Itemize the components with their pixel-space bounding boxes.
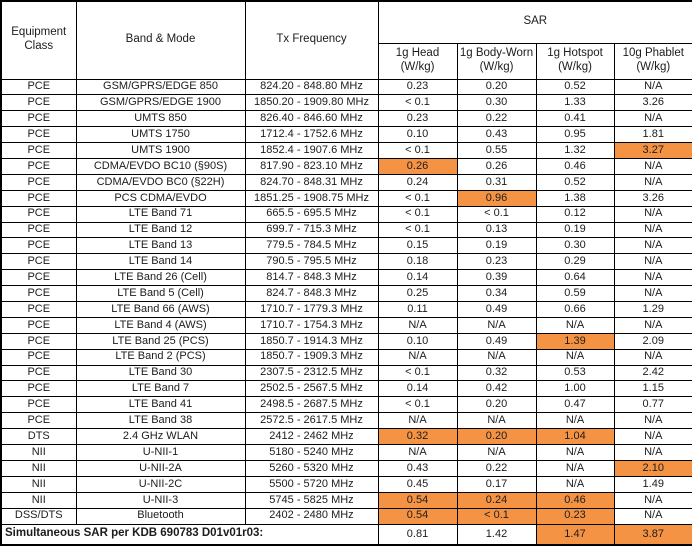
sar-10g-phablet-cell: N/A — [614, 508, 692, 524]
band-mode-cell: 2.4 GHz WLAN — [76, 429, 245, 445]
sar-1g-head-cell: N/A — [378, 349, 457, 365]
sar-1g-hotspot-cell: N/A — [536, 444, 614, 460]
table-row — [1, 238, 692, 254]
band-mode-cell: Bluetooth — [76, 508, 245, 524]
band-mode-cell: LTE Band 66 (AWS) — [76, 301, 245, 317]
sar-1g-head-cell: < 0.1 — [378, 365, 457, 381]
sar-1g-body-worn-cell: N/A — [457, 349, 536, 365]
table-row — [1, 460, 692, 476]
table-row — [1, 444, 692, 460]
band-mode-cell: LTE Band 13 — [76, 238, 245, 254]
sar-1g-head-cell: 0.45 — [378, 476, 457, 492]
sar-10g-phablet-cell: N/A — [614, 429, 692, 445]
sar-1g-hotspot-cell: 0.29 — [536, 254, 614, 270]
header-group-row — [1, 1, 692, 43]
sar-1g-head-cell: 0.54 — [378, 492, 457, 508]
sar-1g-hotspot-cell: 0.46 — [536, 492, 614, 508]
tx-frequency-cell: 2307.5 - 2312.5 MHz — [245, 365, 378, 381]
sar-1g-hotspot-cell: 0.46 — [536, 158, 614, 174]
sar-1g-hotspot-cell: 0.66 — [536, 301, 614, 317]
sar-10g-phablet-cell: 1.81 — [614, 127, 692, 143]
band-mode-cell: PCS CDMA/EVDO — [76, 190, 245, 206]
band-mode-cell: LTE Band 41 — [76, 397, 245, 413]
sar-1g-body-worn-cell: N/A — [457, 444, 536, 460]
sar-1g-body-worn-cell: 0.23 — [457, 254, 536, 270]
sar-1g-body-worn-cell: 0.20 — [457, 79, 536, 95]
band-mode-cell: GSM/GPRS/EDGE 1900 — [76, 95, 245, 111]
equipment-class-cell: NII — [1, 476, 76, 492]
equipment-class-cell: PCE — [1, 365, 76, 381]
sar-10g-phablet-cell: 3.87 — [614, 524, 692, 545]
equipment-class-cell: DTS — [1, 429, 76, 445]
table-row — [1, 127, 692, 143]
sar-10g-phablet-cell: N/A — [614, 206, 692, 222]
tx-frequency-cell: 2572.5 - 2617.5 MHz — [245, 413, 378, 429]
sar-10g-phablet-cell: N/A — [614, 492, 692, 508]
sar-1g-head-cell: 0.43 — [378, 460, 457, 476]
sar-1g-hotspot-cell: 0.19 — [536, 222, 614, 238]
sar-1g-head-cell: 0.18 — [378, 254, 457, 270]
band-mode-cell: UMTS 850 — [76, 111, 245, 127]
equipment-class-cell: PCE — [1, 301, 76, 317]
sar-10g-phablet-cell: N/A — [614, 222, 692, 238]
table-row — [1, 95, 692, 111]
table-row — [1, 222, 692, 238]
sar-1g-head-cell: N/A — [378, 317, 457, 333]
tx-frequency-cell: 1852.4 - 1907.6 MHz — [245, 143, 378, 159]
tx-frequency-cell: 2502.5 - 2567.5 MHz — [245, 381, 378, 397]
equipment-class-cell: PCE — [1, 254, 76, 270]
sar-1g-head-cell: 0.11 — [378, 301, 457, 317]
sar-1g-body-worn-cell: 0.24 — [457, 492, 536, 508]
table-row — [1, 492, 692, 508]
equipment-class-cell: PCE — [1, 413, 76, 429]
tx-frequency-cell: 2402 - 2480 MHz — [245, 508, 378, 524]
equipment-class-cell: PCE — [1, 333, 76, 349]
band-mode-cell: LTE Band 25 (PCS) — [76, 333, 245, 349]
table-row — [1, 286, 692, 302]
sar-1g-head-cell: 0.15 — [378, 238, 457, 254]
sar-1g-body-worn-cell: 0.55 — [457, 143, 536, 159]
sar-1g-body-worn-cell: 1.42 — [457, 524, 536, 545]
equipment-class-cell: PCE — [1, 111, 76, 127]
table-row — [1, 317, 692, 333]
sar-10g-phablet-cell: 3.26 — [614, 190, 692, 206]
sar-1g-head-cell: N/A — [378, 444, 457, 460]
column-header-10g-phablet: 10g Phablet (W/kg) — [614, 43, 692, 79]
tx-frequency-cell: 5260 - 5320 MHz — [245, 460, 378, 476]
sar-10g-phablet-cell: 2.09 — [614, 333, 692, 349]
sar-1g-head-cell: < 0.1 — [378, 206, 457, 222]
table-row — [1, 174, 692, 190]
column-header-equipment-class: Equipment Class — [1, 1, 76, 79]
tx-frequency-cell: 814.7 - 848.3 MHz — [245, 270, 378, 286]
table-header — [1, 1, 692, 79]
sar-1g-hotspot-cell: 1.39 — [536, 333, 614, 349]
sar-1g-hotspot-cell: N/A — [536, 413, 614, 429]
tx-frequency-cell: 824.70 - 848.31 MHz — [245, 174, 378, 190]
sar-1g-hotspot-cell: 0.30 — [536, 238, 614, 254]
table-row — [1, 429, 692, 445]
equipment-class-cell: PCE — [1, 286, 76, 302]
sar-10g-phablet-cell: N/A — [614, 444, 692, 460]
sar-1g-body-worn-cell: 0.22 — [457, 111, 536, 127]
table-row — [1, 508, 692, 524]
equipment-class-cell: PCE — [1, 222, 76, 238]
equipment-class-cell: PCE — [1, 206, 76, 222]
sar-1g-body-worn-cell: 0.32 — [457, 365, 536, 381]
simultaneous-sar-row — [1, 524, 692, 545]
tx-frequency-cell: 826.40 - 846.60 MHz — [245, 111, 378, 127]
band-mode-cell: UMTS 1750 — [76, 127, 245, 143]
sar-1g-body-worn-cell: 0.42 — [457, 381, 536, 397]
band-mode-cell: GSM/GPRS/EDGE 850 — [76, 79, 245, 95]
column-header-sar-group: SAR — [378, 1, 692, 43]
band-mode-cell: LTE Band 5 (Cell) — [76, 286, 245, 302]
sar-1g-body-worn-cell: 0.26 — [457, 158, 536, 174]
table-row — [1, 254, 692, 270]
sar-1g-body-worn-cell: 0.20 — [457, 397, 536, 413]
table-row — [1, 333, 692, 349]
band-mode-cell: LTE Band 12 — [76, 222, 245, 238]
column-header-1g-head: 1g Head (W/kg) — [378, 43, 457, 79]
sar-1g-hotspot-cell: 1.04 — [536, 429, 614, 445]
sar-1g-head-cell: < 0.1 — [378, 190, 457, 206]
sar-10g-phablet-cell: 2.42 — [614, 365, 692, 381]
tx-frequency-cell: 1712.4 - 1752.6 MHz — [245, 127, 378, 143]
sar-10g-phablet-cell: 1.15 — [614, 381, 692, 397]
sar-1g-body-worn-cell: 0.30 — [457, 95, 536, 111]
tx-frequency-cell: 817.90 - 823.10 MHz — [245, 158, 378, 174]
equipment-class-cell: PCE — [1, 143, 76, 159]
equipment-class-cell: DSS/DTS — [1, 508, 76, 524]
sar-1g-hotspot-cell: 1.00 — [536, 381, 614, 397]
sar-1g-head-cell: 0.81 — [378, 524, 457, 545]
sar-1g-body-worn-cell: 0.34 — [457, 286, 536, 302]
sar-1g-body-worn-cell: 0.17 — [457, 476, 536, 492]
tx-frequency-cell: 790.5 - 795.5 MHz — [245, 254, 378, 270]
tx-frequency-cell: 1850.7 - 1914.3 MHz — [245, 333, 378, 349]
equipment-class-cell: PCE — [1, 127, 76, 143]
equipment-class-cell: NII — [1, 444, 76, 460]
sar-1g-head-cell: N/A — [378, 413, 457, 429]
sar-1g-body-worn-cell: 0.39 — [457, 270, 536, 286]
table-row — [1, 206, 692, 222]
sar-1g-hotspot-cell: N/A — [536, 349, 614, 365]
equipment-class-cell: PCE — [1, 349, 76, 365]
tx-frequency-cell: 5500 - 5720 MHz — [245, 476, 378, 492]
simultaneous-sar-label: Simultaneous SAR per KDB 690783 D01v01r03: — [1, 524, 378, 545]
sar-1g-body-worn-cell: 0.22 — [457, 460, 536, 476]
tx-frequency-cell: 5745 - 5825 MHz — [245, 492, 378, 508]
sar-1g-head-cell: 0.23 — [378, 79, 457, 95]
band-mode-cell: LTE Band 4 (AWS) — [76, 317, 245, 333]
tx-frequency-cell: 824.20 - 848.80 MHz — [245, 79, 378, 95]
sar-1g-body-worn-cell: 0.49 — [457, 301, 536, 317]
equipment-class-cell: PCE — [1, 381, 76, 397]
sar-1g-hotspot-cell: 1.33 — [536, 95, 614, 111]
sar-1g-hotspot-cell: 1.38 — [536, 190, 614, 206]
sar-10g-phablet-cell: 3.27 — [614, 143, 692, 159]
band-mode-cell: U-NII-2A — [76, 460, 245, 476]
table-row — [1, 158, 692, 174]
tx-frequency-cell: 1710.7 - 1779.3 MHz — [245, 301, 378, 317]
sar-1g-head-cell: < 0.1 — [378, 397, 457, 413]
sar-1g-head-cell: 0.54 — [378, 508, 457, 524]
band-mode-cell: LTE Band 7 — [76, 381, 245, 397]
table-row — [1, 397, 692, 413]
sar-10g-phablet-cell: N/A — [614, 174, 692, 190]
equipment-class-cell: PCE — [1, 158, 76, 174]
sar-1g-hotspot-cell: 0.41 — [536, 111, 614, 127]
sar-1g-hotspot-cell: 0.23 — [536, 508, 614, 524]
tx-frequency-cell: 665.5 - 695.5 MHz — [245, 206, 378, 222]
table-row — [1, 301, 692, 317]
band-mode-cell: UMTS 1900 — [76, 143, 245, 159]
tx-frequency-cell: 5180 - 5240 MHz — [245, 444, 378, 460]
tx-frequency-cell: 1710.7 - 1754.3 MHz — [245, 317, 378, 333]
sar-1g-body-worn-cell: < 0.1 — [457, 206, 536, 222]
sar-1g-body-worn-cell: N/A — [457, 317, 536, 333]
equipment-class-cell: PCE — [1, 79, 76, 95]
sar-10g-phablet-cell: N/A — [614, 270, 692, 286]
sar-1g-hotspot-cell: 0.64 — [536, 270, 614, 286]
band-mode-cell: U-NII-3 — [76, 492, 245, 508]
sar-1g-body-worn-cell: 0.19 — [457, 238, 536, 254]
band-mode-cell: U-NII-2C — [76, 476, 245, 492]
band-mode-cell: LTE Band 2 (PCS) — [76, 349, 245, 365]
sar-10g-phablet-cell: N/A — [614, 286, 692, 302]
sar-10g-phablet-cell: N/A — [614, 349, 692, 365]
equipment-class-cell: NII — [1, 492, 76, 508]
column-header-band-mode: Band & Mode — [76, 1, 245, 79]
tx-frequency-cell: 2498.5 - 2687.5 MHz — [245, 397, 378, 413]
sar-1g-hotspot-cell: 1.47 — [536, 524, 614, 545]
sar-1g-hotspot-cell: N/A — [536, 476, 614, 492]
tx-frequency-cell: 779.5 - 784.5 MHz — [245, 238, 378, 254]
sar-10g-phablet-cell: N/A — [614, 158, 692, 174]
table-row — [1, 111, 692, 127]
tx-frequency-cell: 699.7 - 715.3 MHz — [245, 222, 378, 238]
sar-1g-hotspot-cell: 1.32 — [536, 143, 614, 159]
band-mode-cell: LTE Band 38 — [76, 413, 245, 429]
sar-1g-hotspot-cell: 0.52 — [536, 79, 614, 95]
equipment-class-cell: PCE — [1, 95, 76, 111]
equipment-class-cell: NII — [1, 460, 76, 476]
sar-1g-hotspot-cell: N/A — [536, 460, 614, 476]
sar-10g-phablet-cell: N/A — [614, 111, 692, 127]
sar-1g-head-cell: 0.14 — [378, 270, 457, 286]
sar-10g-phablet-cell: 1.49 — [614, 476, 692, 492]
sar-table-body — [1, 79, 692, 524]
sar-1g-head-cell: 0.25 — [378, 286, 457, 302]
table-row — [1, 79, 692, 95]
sar-1g-body-worn-cell: 0.43 — [457, 127, 536, 143]
table-row — [1, 190, 692, 206]
sar-1g-body-worn-cell: 0.49 — [457, 333, 536, 349]
sar-10g-phablet-cell: N/A — [614, 413, 692, 429]
equipment-class-cell: PCE — [1, 397, 76, 413]
table-row — [1, 365, 692, 381]
sar-10g-phablet-cell: N/A — [614, 238, 692, 254]
sar-1g-head-cell: 0.32 — [378, 429, 457, 445]
band-mode-cell: CDMA/EVDO BC10 (§90S) — [76, 158, 245, 174]
sar-1g-head-cell: 0.14 — [378, 381, 457, 397]
sar-10g-phablet-cell: 3.26 — [614, 95, 692, 111]
table-row — [1, 381, 692, 397]
sar-1g-body-worn-cell: N/A — [457, 413, 536, 429]
band-mode-cell: LTE Band 26 (Cell) — [76, 270, 245, 286]
sar-1g-hotspot-cell: 0.53 — [536, 365, 614, 381]
tx-frequency-cell: 1850.20 - 1909.80 MHz — [245, 95, 378, 111]
sar-1g-hotspot-cell: N/A — [536, 317, 614, 333]
equipment-class-cell: PCE — [1, 317, 76, 333]
table-row — [1, 143, 692, 159]
sar-1g-head-cell: 0.24 — [378, 174, 457, 190]
sar-1g-hotspot-cell: 0.59 — [536, 286, 614, 302]
equipment-class-cell: PCE — [1, 174, 76, 190]
sar-1g-body-worn-cell: 0.13 — [457, 222, 536, 238]
sar-1g-head-cell: < 0.1 — [378, 143, 457, 159]
table-row — [1, 476, 692, 492]
band-mode-cell: CDMA/EVDO BC0 (§22H) — [76, 174, 245, 190]
table-row — [1, 413, 692, 429]
sar-1g-head-cell: < 0.1 — [378, 222, 457, 238]
sar-1g-head-cell: 0.10 — [378, 127, 457, 143]
sar-10g-phablet-cell: 1.29 — [614, 301, 692, 317]
column-header-1g-body-worn: 1g Body-Worn (W/kg) — [457, 43, 536, 79]
table-row — [1, 349, 692, 365]
sar-1g-head-cell: < 0.1 — [378, 95, 457, 111]
band-mode-cell: LTE Band 30 — [76, 365, 245, 381]
sar-1g-hotspot-cell: 0.12 — [536, 206, 614, 222]
sar-1g-body-worn-cell: 0.31 — [457, 174, 536, 190]
sar-1g-hotspot-cell: 0.95 — [536, 127, 614, 143]
sar-1g-hotspot-cell: 0.47 — [536, 397, 614, 413]
sar-1g-head-cell: 0.23 — [378, 111, 457, 127]
tx-frequency-cell: 824.7 - 848.3 MHz — [245, 286, 378, 302]
sar-10g-phablet-cell: N/A — [614, 254, 692, 270]
equipment-class-cell: PCE — [1, 238, 76, 254]
sar-10g-phablet-cell: N/A — [614, 317, 692, 333]
sar-1g-head-cell: 0.10 — [378, 333, 457, 349]
table-footer — [1, 524, 692, 545]
tx-frequency-cell: 1851.25 - 1908.75 MHz — [245, 190, 378, 206]
sar-1g-body-worn-cell: < 0.1 — [457, 508, 536, 524]
equipment-class-cell: PCE — [1, 270, 76, 286]
sar-1g-hotspot-cell: 0.52 — [536, 174, 614, 190]
tx-frequency-cell: 2412 - 2462 MHz — [245, 429, 378, 445]
equipment-class-cell: PCE — [1, 190, 76, 206]
band-mode-cell: LTE Band 71 — [76, 206, 245, 222]
sar-1g-body-worn-cell: 0.96 — [457, 190, 536, 206]
column-header-tx-frequency: Tx Frequency — [245, 1, 378, 79]
band-mode-cell: LTE Band 14 — [76, 254, 245, 270]
sar-1g-head-cell: 0.26 — [378, 158, 457, 174]
sar-10g-phablet-cell: 2.10 — [614, 460, 692, 476]
table-row — [1, 270, 692, 286]
sar-10g-phablet-cell: N/A — [614, 79, 692, 95]
sar-10g-phablet-cell: 0.77 — [614, 397, 692, 413]
column-header-1g-hotspot: 1g Hotspot (W/kg) — [536, 43, 614, 79]
sar-1g-body-worn-cell: 0.20 — [457, 429, 536, 445]
band-mode-cell: U-NII-1 — [76, 444, 245, 460]
tx-frequency-cell: 1850.7 - 1909.3 MHz — [245, 349, 378, 365]
